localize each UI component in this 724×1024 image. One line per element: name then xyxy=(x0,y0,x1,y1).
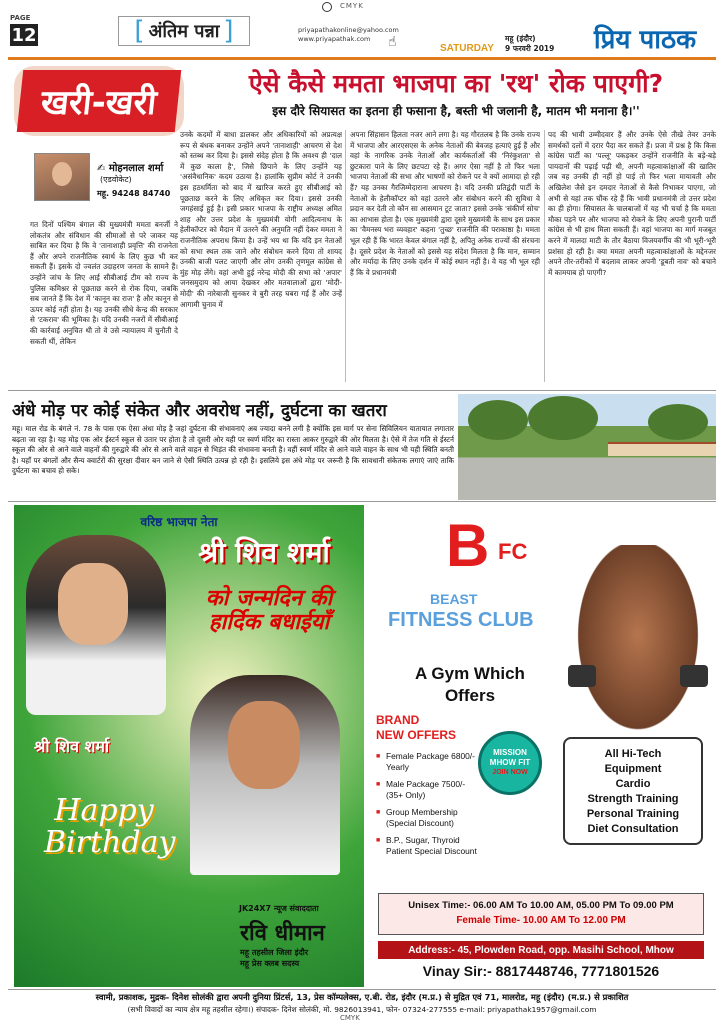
tree-shape xyxy=(468,400,528,440)
birthday-ad xyxy=(14,505,364,987)
feature-item: Strength Training xyxy=(587,793,679,805)
column-rule xyxy=(345,130,346,382)
mission-line3: JOIN NOW xyxy=(492,769,528,776)
mission-line1: MISSION xyxy=(493,748,527,757)
imprint-line: स्वामी, प्रकाशक, मुद्रक- दिनेश सोलंकी द्वारा अपनी दुनिया प्रिंटर्स, 13, प्रेस कॉम्पलेक्स, ए.बी. रोड, इंदौर (म.प्र.) से मुद्रित एवं 71, मालरोड, महू (इंदौर) (म.प्र.) से प्रकाशित xyxy=(95,992,629,1002)
footer-divider xyxy=(8,989,716,990)
reporter-label: JK24X7 न्यूज संवाददाता xyxy=(239,904,319,913)
feature-item: Diet Consultation xyxy=(587,823,679,835)
happy-birthday-text: Happy Birthday xyxy=(44,793,176,860)
page-label: PAGE xyxy=(10,14,31,22)
page-number: 12 xyxy=(11,24,37,46)
bodybuilder-image xyxy=(568,545,708,745)
editor-line: (सभी विवादों का न्याय क्षेत्र महू तहसील रहेगा।) संपादक- दिनेश सोलंकी, मो. 9826013941, फोन- 07324-277555 e-mail: priyapathak1957@gmail.com xyxy=(127,1005,597,1014)
offer-item: ■ B.P., Sugar, Thyroid Patient Special Discount xyxy=(376,835,484,857)
mission-badge xyxy=(478,731,542,795)
city-text: महू (इंदौर) xyxy=(505,34,536,43)
author-photo xyxy=(34,153,90,201)
gym-beast-text: BEAST xyxy=(430,591,478,607)
sender-details xyxy=(240,947,308,969)
tree-shape xyxy=(528,396,598,440)
lead-column-1: गत दिनों पश्चिम बंगाल की मुख्यमंत्री ममता बनर्जी ने लोकतंत्र और संविधान की सीमाओं से परे जाकर यह साबित कर दिया है कि वे 'तानाशाही प्रवृत्ति' की राजनेता हैं और अपने राजनीतिक स्वार्थ के लिए कुछ भी कर सकती हैं। इसके दो ज्वलंत उदाहरण जनता के सामने हैं। उन्होंने जांच के लिए आई सीबीआई टीम को राज्य के पुलिस कमिश्नर से पूछताछ करने से रोक दिया, जबकि सब जानते हैं कि देश में 'कानून का राज' है और कानून से ऊपर कोई नहीं होता है। यह उनकी सीधे केन्द्र की सरकार से 'टकराव' की भूमिका है। यदि उनकी नजरों में सीबीआई की कार्रवाई अनुचित थी तो वे उसे न्यायालय में चुनौती दे सकती थीं, लेकिन xyxy=(30,220,178,346)
offers-heading xyxy=(376,713,456,743)
feature-item: All Hi-Tech xyxy=(604,748,662,760)
leader-portrait xyxy=(26,535,166,715)
dumbbell-icon xyxy=(568,665,596,687)
feature-item: Equipment xyxy=(604,763,662,775)
lead-column-4: पद की भावी उम्मीदवार हैं और उनके ऐसे तीखे तेवर उनके समर्थकों दलों में दरार पैदा कर सकते हैं। प्रजा में प्रश्न है कि किस कांग्रेस पार्टी का 'पल्लू' पकड़कर उन्होंने राजनीति के बड़े-बड़े पायदानों की पढ़ाई पढ़ी थी, अपनी महत्वाकांक्षाओं की खातिर जब वह उनकी ही नहीं हो पाई तो फिर भला मायावती और अखिलेश जैसे इन दमदार नेताओं से कैसे निभाकर पाएगा, जो अभी से यहां तक चौंक रहे हैं कि भावी प्रधानमंत्री तो उत्तर प्रदेश का ही होगा। सियासत के चालबाजों में यह भी चर्चा है कि ममता मौका पड़ने पर और भाजपा को रोकने के लिए अपनी पुरानी पार्टी कांग्रेस से भी हाथ मिला सकती हैं। वहां भाजपा का मार्ग मजबूत करने में मालदा माटी के तौर बैठाया विजयवर्गीय की भी भूरी-भूरी प्रशंसा हो रही है। क्या ममता अपनी महत्वाकांक्षाओं के मद्देनजर अपने तौर-तरीकों में बदलाव लाकर अपनी 'डूबती नाव' को बचाने में कामयाब हो पाएगी? xyxy=(548,130,716,277)
feature-item: Cardio xyxy=(615,778,651,790)
gym-logo-fc: FC xyxy=(498,539,528,564)
offers-heading-line1: BRAND xyxy=(376,713,420,727)
dateline xyxy=(505,34,554,54)
masthead-logo: प्रिय पाठक xyxy=(593,25,697,55)
feature-item: Personal Training xyxy=(586,808,680,820)
birthday-greeting: को जन्मदिन की हार्दिक बधाईयाँ xyxy=(205,586,333,635)
leader-title: श्री शिव शर्मा xyxy=(198,536,330,569)
column-rule xyxy=(544,130,545,382)
column-badge: खरी-खरी xyxy=(17,70,182,132)
gym-logo-b: B xyxy=(446,512,490,579)
author-role: (एडवोकेट) xyxy=(100,175,132,184)
weekday: SATURDAY xyxy=(440,43,494,54)
registration-mark-icon xyxy=(322,2,332,12)
mission-line2: MHOW FIT xyxy=(489,758,531,767)
color-bar-bottom: CMYK xyxy=(340,1014,360,1022)
contact-info xyxy=(298,26,399,44)
author-name: ✍ मोहनलाल शर्मा xyxy=(97,163,164,174)
offer-item: ■ Male Package 7500/- (35+ Only) xyxy=(376,779,484,801)
author-face xyxy=(52,162,72,186)
sender-name: रवि धीमान xyxy=(240,921,325,946)
gym-address: Address:- 45, Plowden Road, opp. Masihi School, Mhow xyxy=(378,941,704,959)
offers-list xyxy=(376,751,484,863)
sender-role-2: महू प्रेस क्लब सदस्य xyxy=(240,959,300,968)
color-bar-top: CMYK xyxy=(340,2,364,10)
story-divider xyxy=(8,390,716,391)
gym-club-text: FITNESS CLUB xyxy=(388,609,534,631)
unisex-time: Unisex Time:- 06.00 AM To 10.00 AM, 05.00 PM To 09.00 PM xyxy=(408,900,674,911)
date-text: 9 फरवरी 2019 xyxy=(505,44,555,53)
timings-box xyxy=(378,893,704,935)
offer-item: ■ Female Package 6800/- Yearly xyxy=(376,751,484,773)
section-title: अंतिम पन्ना xyxy=(148,21,220,42)
gym-ad xyxy=(368,505,712,987)
dumbbell-icon xyxy=(680,665,708,687)
lead-subhead: इस दौरे सियासत का इतना ही फसाना है, बस्ती भी जलानी है, मातम भी मनाना है।'' xyxy=(272,104,640,118)
section-title-box xyxy=(118,16,250,46)
compound-wall xyxy=(608,442,716,456)
sender-portrait xyxy=(190,675,340,875)
gym-tagline: A Gym Which Offers xyxy=(415,664,525,705)
offer-item: ■ Group Membership (Special Discount) xyxy=(376,807,484,829)
road-photo xyxy=(458,394,716,500)
lead-column-3: अपना सिंहासन हिलता नजर आने लगा है। यह गौरतलब है कि उनके राज्य में भाजपा और आरएसएस के अनेक नेताओं की बेवजह हत्याएं हुई हैं और वहां के नागरिक उनके नेताओं और कार्यकर्ताओं की 'निरंकुशता' से छुटकारा पाने के लिए छटपटा रहे हैं। अगर ऐसा नहीं है तो फिर भला भाजपा नेताओं की सभा और भाषणों को रोकने पर वे क्यों आमादा हो रही हैं? यह उनका गैरजिम्मेदाराना आचरण है। यदि उनकी प्रतिद्वंदी पार्टी के नेताओं के हेलीकॉप्टर को वहां उतरने और संबोधन करने की सुविधा वे प्रदान कर देती तो कौन सा आसमान टूट जाता? इससे उनके 'संकीर्ण सोच' का आभास होता है। एक मुख्यमंत्री द्वारा दूसरे मुख्यमंत्री के साथ इस प्रकार का 'वैमनस्य भरा व्यवहार' कहना 'तुच्छ' राजनीति की पराकाष्ठा है। ममता भूल रही हैं कि भारत केवल बंगाल नहीं है, अपितु अनेक राज्यों की संरचना है। दूसरे प्रदेश के नेताओं को इससे यह संदेश मिलता है कि मान, सम्मान और मर्यादा के लिए उनके दर्शन में कोई स्थान नहीं है। वे यह भी भूल रही हैं कि वे प्रधानमंत्री xyxy=(350,130,540,277)
website-text: www.priyapathak.com xyxy=(298,35,371,43)
lead-column-2: उनके कदमों में बाधा डालकर और अधिकारियों को अप्रत्यक्ष रूप से बंधक बनाकर उन्होंने अपने 'तानाशाही' आचरण से देश को स्तब्ध कर दिया है। इससे संदेह होता है कि अवश्य ही 'दाल में कुछ काला है', जिसे छिपाने के लिए उन्होंने यह 'असंवैधानिक' कदम उठाया है। हालांकि सुप्रीम कोर्ट ने उनकी इस हठधर्मिता को बाद में खारिज करते हुए सीबीआई को पूछताछ करने के लिए अधिकृत कर दिया। इससे उनकी जगहंसाई हुई है। इसी प्रकार भाजपा के राष्ट्रीय अध्यक्ष अमित शाह और उत्तर प्रदेश के मुख्यमंत्री योगी आदित्यनाथ के हेलीकॉप्टर को मैदान में उतरने की अनुमति नहीं देकर ममता ने राजनीतिक अपराध किया है। उन्हें भय था कि यदि इन नेताओं को सभा स्थल तक जाने और संबोधन करने दिया तो शायद उनकी बाजी पलट जाएगी और लोग उनकी तृणमूल कांग्रेस से मुंह मोड़ लेंगे। वहां अभी हुई नरेन्द्र मोदी की सभा को 'अपार' जनसमुदाय को आया देखकर और मतवालाओं द्वारा 'मोदी-मोदी' की नारेबाजी सुनकर वे बुरी तरह घबरा गई हैं और उन्हें आगामी चुनाव में xyxy=(180,130,342,309)
gym-phone: Vinay Sir:- 8817448746, 7771801526 xyxy=(422,963,660,979)
leader-face xyxy=(58,563,128,645)
female-time: Female Time- 10.00 AM To 12.00 PM xyxy=(456,915,626,926)
pointing-hand-icon: ☝ xyxy=(388,34,397,50)
sender-face xyxy=(228,701,300,789)
leader-name-caption: श्री शिव शर्मा xyxy=(34,737,110,756)
features-box xyxy=(563,737,703,845)
story2-headline: अंधे मोड़ पर कोई संकेत और अवरोध नहीं, दुर्घटना का खतरा xyxy=(12,401,387,421)
offers-heading-line2: NEW OFFERS xyxy=(376,728,456,742)
email-text: priyapathakonline@yahoo.com xyxy=(298,26,399,34)
bracket-left-icon: [ xyxy=(134,16,145,46)
leader-label: वरिष्ठ भाजपा नेता xyxy=(140,515,218,529)
section-divider xyxy=(8,501,716,502)
header-divider xyxy=(8,57,716,60)
sender-role-1: महू तहसील जिला इंदौर xyxy=(240,948,309,957)
bracket-right-icon: ] xyxy=(223,16,234,46)
story2-body: महू। माल रोड के बंगले नं. 78 के पास एक ऐसा अंधा मोड़ है जहां दुर्घटना की संभावनाएं अब ज्यादा बनने लगी है क्योंकि इस मार्ग पर सेना सिविलियन यातायात लगातार बढ़ता जा रहा है। यह मोड़ एक ओर ईस्टर्न स्कूल से उतार पर होता है तो दूसरी ओर यही पर स्वर्ण मंदिर का रास्ता आकर गुरुद्वारे की ओर मिलता है। ऐसे में तेज गति से ईस्टर्न स्कूल की ओर से आने वाले वाहनों की गुरुद्वारे की ओर से आने वाले वाहन से भिड़ंत की संभावना बनती है। वहीं स्वर्ण मंदिर से आने वाले वाहन के साथ भी यही स्थिति बनती है। यहाँ पर बंगलों और सैन्य क्वार्टरों की सुरक्षा दीवार बन जाने से ऐसी स्थिति उत्पन्न हो रही है। इसलिये इस अंधे मोड़ पर जरूरी है कि सावधानी संकेतक लगाएं जाएं ताकि दुर्घटना का बचाव हो सके। xyxy=(12,424,454,476)
lead-headline: ऐसे कैसे ममता भाजपा का 'रथ' रोक पाएगी? xyxy=(248,69,664,98)
tree-shape xyxy=(648,404,708,440)
author-phone: महू. 94248 84740 xyxy=(97,189,171,198)
